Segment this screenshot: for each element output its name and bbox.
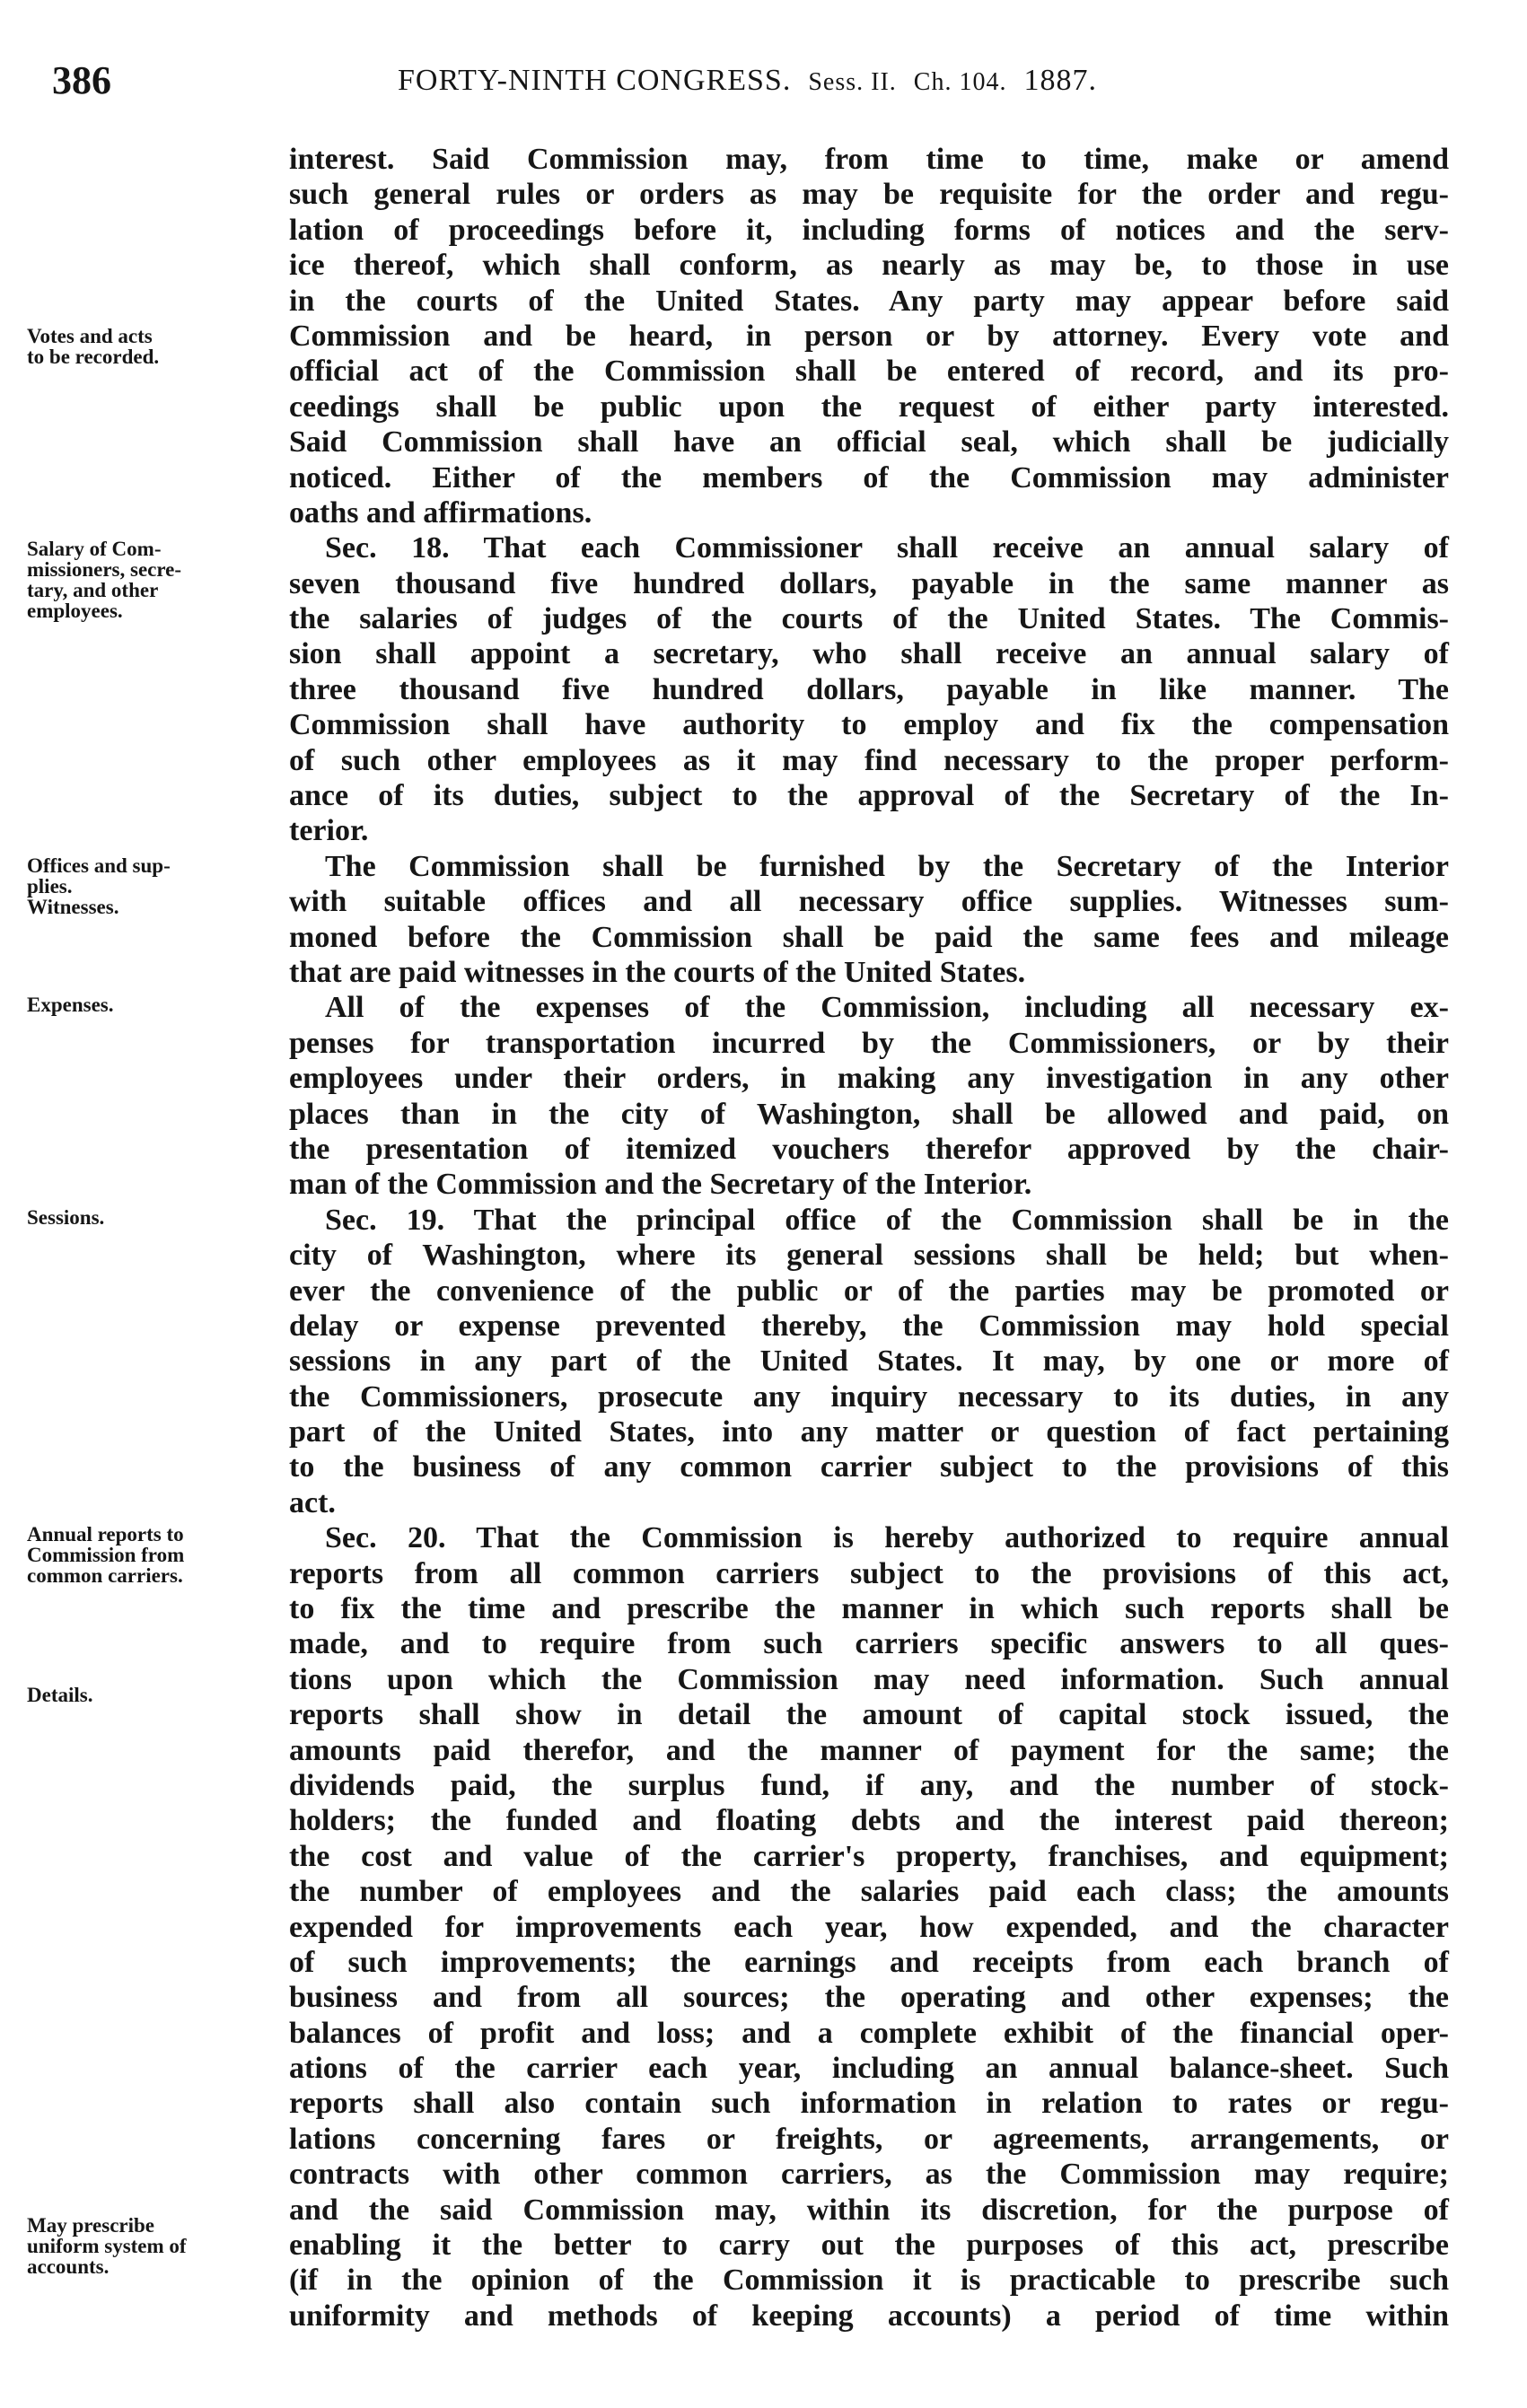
text-line: and the said Commission may, within its discretion, for the purpose of <box>289 2193 1449 2227</box>
margin-note-line: accounts. <box>27 2255 110 2278</box>
text-line: man of the Commission and the Secretary of the Interior. <box>289 1168 1032 1202</box>
text-line: lations concerning fares or freights, or agreements, arrangements, or <box>289 2122 1449 2156</box>
text-line: city of Washington, where its general sessions shall be held; but when- <box>289 1239 1449 1273</box>
text-line: All of the expenses of the Commission, including all necessary ex- <box>325 991 1449 1025</box>
section-18-heading-line: Sec. 18. That each Commissioner shall receive an annual salary of <box>325 531 1449 565</box>
running-head-session: Sess. II. <box>808 68 897 96</box>
margin-note-line: common carriers. <box>27 1564 183 1587</box>
text-line: terior. <box>289 814 369 848</box>
text-line: to fix the time and prescribe the manner in which such reports shall be <box>289 1592 1449 1626</box>
margin-note-line: Annual reports to <box>27 1523 184 1545</box>
margin-note-offices <box>27 855 287 917</box>
text-line: contracts with other common carriers, as the Commission may require; <box>289 2158 1449 2192</box>
text-line: that are paid witnesses in the courts of the United States. <box>289 955 1026 989</box>
margin-note-sessions <box>27 1207 287 1228</box>
statute-body <box>289 142 1449 2334</box>
text-line: lation of proceedings before it, including forms of notices and the serv- <box>289 213 1449 247</box>
text-line: three thousand five hundred dollars, payable in like manner. The <box>289 672 1449 706</box>
margin-note-line: Details. <box>27 1684 93 1706</box>
text-line: ceedings shall be public upon the request of either party interested. <box>289 390 1449 424</box>
margin-note-line: missioners, secre- <box>27 558 182 581</box>
text-line: penses for transportation incurred by the Commissioners, or by their <box>289 1026 1449 1060</box>
margin-note-line: Expenses. <box>27 994 114 1016</box>
margin-note-line: plies. <box>27 875 73 898</box>
text-line: expended for improvements each year, how expended, and the character <box>289 1910 1449 1944</box>
text-line: such general rules or orders as may be requisite for the order and regu- <box>289 178 1449 212</box>
margin-note-salary <box>27 539 287 621</box>
text-line: with suitable offices and all necessary office supplies. Witnesses sum- <box>289 885 1449 919</box>
text-line: act. <box>289 1485 336 1519</box>
text-line: Said Commission shall have an official seal, which shall be judicially <box>289 425 1449 460</box>
margin-note-line: Votes and acts <box>27 325 153 347</box>
text-line: to the business of any common carrier subject to the provisions of this <box>289 1450 1449 1484</box>
text-line: reports shall show in detail the amount of capital stock issued, the <box>289 1698 1449 1732</box>
text-line: employees under their orders, in making any investigation in any other <box>289 1062 1449 1096</box>
margin-note-line: uniform system of <box>27 2235 187 2257</box>
text-line: oaths and affirmations. <box>289 495 592 530</box>
margin-note-annual-reports <box>27 1524 287 1586</box>
text-line: business and from all sources; the operating and other expenses; the <box>289 1981 1449 2015</box>
text-line: noticed. Either of the members of the Commission may administer <box>289 460 1449 495</box>
text-line: Commission and be heard, in person or by attorney. Every vote and <box>289 319 1449 353</box>
text-line: seven thousand five hundred dollars, payable in the same manner as <box>289 566 1449 600</box>
text-line: made, and to require from such carriers specific answers to all ques- <box>289 1627 1449 1661</box>
text-line: moned before the Commission shall be paid the same fees and mileage <box>289 920 1449 954</box>
text-line: interest. Said Commission may, from time to time, make or amend <box>289 143 1449 176</box>
text-line: the salaries of judges of the courts of the United States. The Commis- <box>289 602 1449 636</box>
text-line: ance of its duties, subject to the approval of the Secretary of the In- <box>289 779 1449 813</box>
text-line: delay or expense prevented thereby, the Commission may hold special <box>289 1309 1449 1343</box>
margin-note-line: Salary of Com- <box>27 538 162 560</box>
text-line: of such other employees as it may find necessary to the proper perform- <box>289 743 1449 777</box>
text-line: the number of employees and the salaries paid each class; the amounts <box>289 1875 1449 1909</box>
page-number: 386 <box>52 58 111 102</box>
running-head-chapter: Ch. 104. <box>913 68 1007 96</box>
margin-note-line: tary, and other <box>27 579 159 601</box>
section-20-heading-line: Sec. 20. That the Commission is hereby authorized to require annual <box>325 1521 1449 1555</box>
text-line: the Commissioners, prosecute any inquiry necessary to its duties, in any <box>289 1379 1449 1414</box>
running-head <box>398 54 1097 109</box>
text-line: official act of the Commission shall be entered of record, and its pro- <box>289 355 1449 389</box>
text-line: The Commission shall be furnished by the Secretary of the Interior <box>325 849 1449 883</box>
running-header <box>52 54 1452 108</box>
margin-note-line: Witnesses. <box>27 896 119 918</box>
text-line: part of the United States, into any matter or question of fact pertaining <box>289 1415 1449 1449</box>
text-line: uniformity and methods of keeping accounts) a period of time within <box>289 2299 1449 2333</box>
text-line: dividends paid, the surplus fund, if any, and the number of stock- <box>289 1768 1449 1802</box>
margin-note-line: to be recorded. <box>27 346 160 368</box>
margin-note-expenses <box>27 994 287 1015</box>
running-head-main: FORTY-NINTH CONGRESS. <box>398 64 792 97</box>
text-line: reports from all common carriers subject to the provisions of this act, <box>289 1556 1449 1590</box>
text-line: ever the convenience of the public or of the parties may be promoted or <box>289 1274 1449 1308</box>
text-line: the cost and value of the carrier's property, franchises, and equipment; <box>289 1839 1449 1873</box>
text-line: sessions in any part of the United States. It may, by one or more of <box>289 1344 1449 1379</box>
text-line: reports shall also contain such information in relation to rates or regu- <box>289 2087 1449 2121</box>
margin-note-details <box>27 1685 287 1705</box>
margin-note-line: Commission from <box>27 1544 185 1566</box>
text-line: tions upon which the Commission may need information. Such annual <box>289 1662 1449 1696</box>
text-line: holders; the funded and floating debts and the interest paid thereon; <box>289 1804 1449 1838</box>
text-line: sion shall appoint a secretary, who shall receive an annual salary of <box>289 637 1449 671</box>
margin-note-line: May prescribe <box>27 2214 155 2237</box>
text-line: enabling it the better to carry out the purposes of this act, prescribe <box>289 2228 1449 2263</box>
text-line: places than in the city of Washington, shall be allowed and paid, on <box>289 1097 1449 1131</box>
text-line: (if in the opinion of the Commission it is practicable to prescribe such <box>289 2264 1449 2298</box>
section-19-heading-line: Sec. 19. That the principal office of the Commission shall be in the <box>325 1203 1449 1237</box>
text-line: amounts paid therefor, and the manner of payment for the same; the <box>289 1733 1449 1767</box>
margin-note-votes <box>27 326 287 367</box>
margin-note-uniform-accounts <box>27 2215 287 2277</box>
running-head-year: 1887. <box>1023 64 1097 97</box>
text-line: in the courts of the United States. Any party may appear before said <box>289 284 1449 318</box>
margin-note-line: employees. <box>27 600 123 622</box>
text-line: ations of the carrier each year, including an annual balance-sheet. Such <box>289 2052 1449 2086</box>
text-line: ice thereof, which shall conform, as nearly as may be, to those in use <box>289 249 1449 283</box>
margin-note-line: Sessions. <box>27 1206 105 1229</box>
text-line: balances of profit and loss; and a complete exhibit of the financial oper- <box>289 2016 1449 2050</box>
text-line: Commission shall have authority to employ and fix the compensation <box>289 708 1449 742</box>
text-line: the presentation of itemized vouchers therefor approved by the chair- <box>289 1132 1449 1166</box>
margin-note-line: Offices and sup- <box>27 854 171 877</box>
text-line: of such improvements; the earnings and receipts from each branch of <box>289 1945 1449 1979</box>
